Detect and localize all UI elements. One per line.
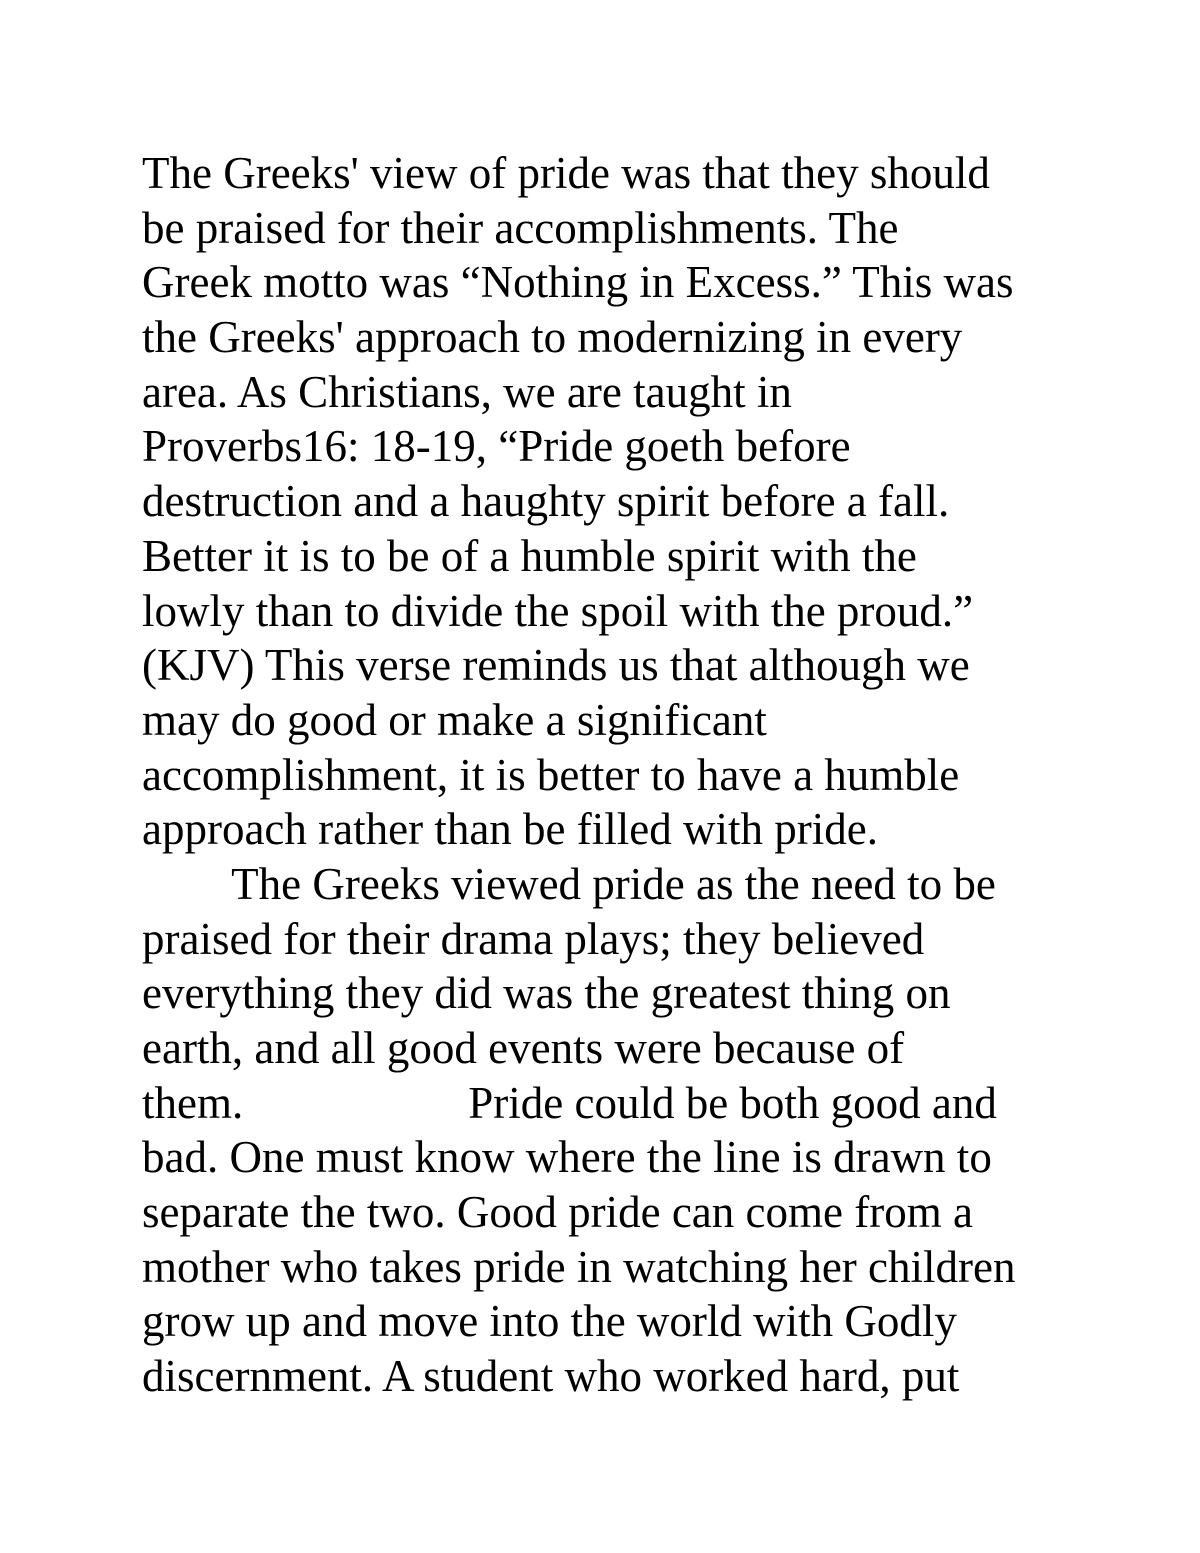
text-line: The Greeks' view of pride was that they should: [142, 148, 990, 198]
text-line: area. As Christians, we are taught in: [142, 366, 792, 417]
text-line: Better it is to be of a humble spirit with the: [142, 530, 917, 581]
body-text: [142, 146, 1142, 1404]
text-line: earth, and all good events were because of: [142, 1023, 905, 1073]
text-line: mother who takes pride in watching her children: [142, 1241, 1016, 1292]
text-line: approach rather than be filled with pride.: [142, 804, 878, 855]
text-line: accomplishment, it is better to have a humble: [142, 749, 960, 800]
text-line: Greek motto was “Nothing in Excess.” This was: [142, 257, 1014, 308]
text-line: the Greeks' approach to modernizing in every: [142, 312, 963, 363]
text-line: may do good or make a significant: [142, 694, 767, 745]
text-line: lowly than to divide the spoil with the proud.”: [142, 585, 974, 636]
text-line: be praised for their accomplishments. The: [142, 202, 899, 253]
text-line: discernment. A student who worked hard, put: [142, 1351, 960, 1402]
text-line: bad. One must know where the line is drawn to: [142, 1132, 992, 1183]
text-line: (KJV) This verse reminds us that although we: [142, 640, 970, 691]
text-line: Proverbs16: 18-19, “Pride goeth before: [142, 421, 851, 472]
text-line: destruction and a haughty spirit before a fall.: [142, 476, 950, 527]
text-line: The Greeks viewed pride as the need to be: [142, 858, 996, 909]
text-line: grow up and move into the world with Godly: [142, 1296, 957, 1347]
text-line: them. Pride could be both good and: [142, 1077, 997, 1128]
text-line: everything they did was the greatest thing on: [142, 968, 951, 1019]
text-line: praised for their drama plays; they believed: [142, 913, 925, 964]
text-line: separate the two. Good pride can come from a: [142, 1187, 973, 1238]
